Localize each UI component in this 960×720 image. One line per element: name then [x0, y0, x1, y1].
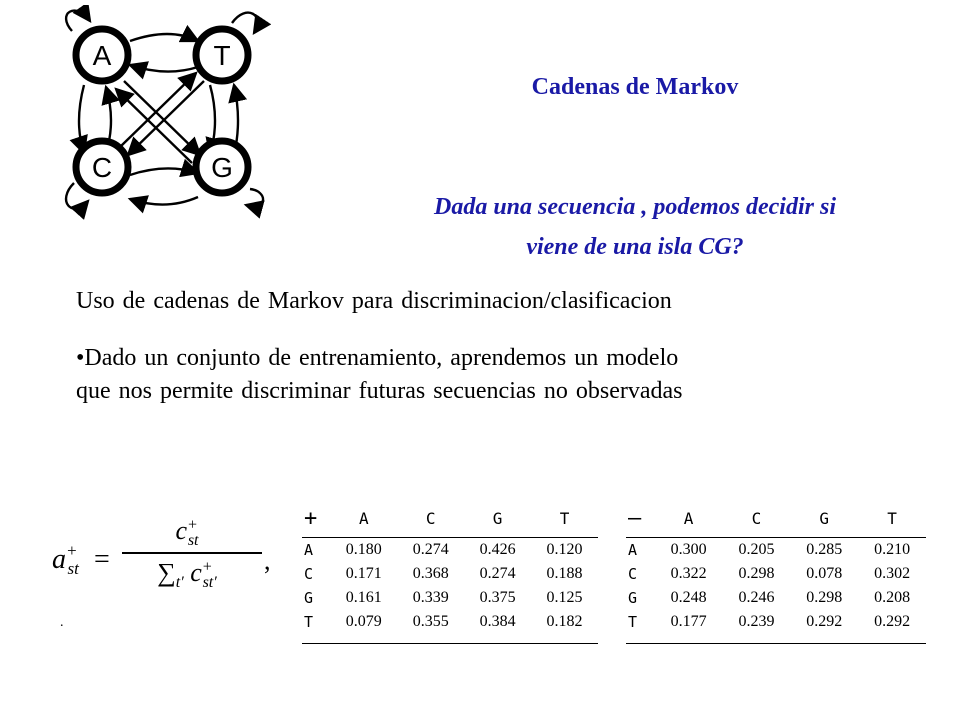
col-header: T: [887, 509, 897, 528]
row-label: A: [304, 541, 314, 559]
formula-numerator: $c^+_{st}$: [175, 516, 199, 550]
col-header: C: [751, 509, 762, 528]
node-a-label: A: [92, 40, 112, 71]
col-header: T: [559, 509, 570, 528]
table-cell: 0.120: [546, 541, 583, 558]
table-cell: 0.292: [806, 613, 843, 630]
edge-t-a: [130, 65, 198, 72]
formula-equals: =: [94, 544, 110, 575]
table-row: [626, 538, 926, 563]
edge-t-c: [128, 81, 204, 155]
col-header: G: [819, 509, 830, 528]
slide-title: Cadenas de Markov: [531, 74, 739, 100]
self-loop-a: [66, 11, 90, 31]
markov-state-diagram: [50, 5, 280, 230]
node-c-label: C: [91, 152, 113, 183]
node-g-label: G: [211, 152, 233, 183]
table-cell: 0.298: [738, 565, 775, 582]
bullet-text: [76, 342, 682, 408]
footnote-mark: .: [60, 615, 64, 630]
table-cell: 0.426: [479, 541, 516, 558]
table-cell: 0.208: [874, 589, 911, 606]
table-plus-bottom-rule: [302, 643, 598, 644]
body-line: Uso de cadenas de Markov para discriminacion/clasificacion: [76, 288, 672, 314]
table-cell: 0.182: [546, 613, 583, 630]
col-header: C: [425, 509, 436, 528]
bullet-line-2: que nos permite discriminar futuras secuencias no observadas: [76, 378, 683, 404]
table-cell: 0.180: [345, 541, 382, 558]
table-cell: 0.246: [738, 589, 775, 606]
row-label: C: [628, 565, 638, 583]
node-t-label: T: [213, 40, 231, 71]
edge-c-t: [120, 73, 196, 147]
edge-c-g: [130, 168, 198, 175]
table-cell: 0.079: [345, 613, 382, 630]
edge-a-c: [79, 85, 84, 153]
row-label: T: [304, 613, 314, 631]
self-loop-g: [246, 189, 263, 206]
row-label: A: [628, 541, 638, 559]
col-header: A: [358, 509, 369, 528]
edge-g-a: [116, 89, 192, 163]
table-cell: 0.248: [670, 589, 707, 606]
table-cell: 0.322: [670, 565, 707, 582]
table-cell: 0.171: [345, 565, 382, 582]
col-header: G: [492, 509, 503, 528]
table-row: [626, 562, 926, 586]
table-cell: 0.161: [345, 589, 382, 606]
col-header: A: [683, 509, 694, 528]
transition-table-plus: [302, 502, 598, 634]
table-cell: 0.355: [412, 613, 449, 630]
edge-g-c: [130, 197, 198, 205]
table-cell: 0.274: [479, 565, 516, 582]
fraction-bar: [122, 552, 262, 554]
table-cell: 0.285: [806, 541, 843, 558]
formula-denominator: $\sum_{t'}$ $c^+_{st'}$: [157, 558, 217, 592]
formula-fraction: [122, 516, 262, 592]
table-row: [626, 610, 926, 634]
edge-a-g: [124, 81, 200, 155]
table-cell: 0.375: [479, 589, 516, 606]
table-cell: 0.177: [670, 613, 707, 630]
row-label: G: [304, 589, 314, 607]
transition-table-minus: [626, 502, 926, 634]
table-row: [302, 586, 598, 610]
table-cell: 0.302: [874, 565, 911, 582]
table-row: [302, 610, 598, 634]
table-row: [626, 586, 926, 610]
table-row: [302, 562, 598, 586]
table-cell: 0.384: [479, 613, 516, 630]
transition-probability-formula: [52, 516, 271, 616]
table-header-row: [302, 502, 598, 538]
table-cell: 0.368: [412, 565, 449, 582]
formula-comma: ,: [264, 546, 271, 575]
table-plus-sign: +: [304, 506, 318, 531]
table-cell: 0.239: [738, 613, 775, 630]
table-cell: 0.300: [670, 541, 707, 558]
table-minus-bottom-rule: [626, 643, 926, 644]
table-cell: 0.205: [738, 541, 775, 558]
question-line-1: Dada una secuencia , podemos decidir si: [434, 194, 836, 220]
row-label: T: [628, 613, 638, 631]
table-row: [302, 538, 598, 563]
table-cell: 0.125: [546, 589, 583, 606]
bullet-line-1: •Dado un conjunto de entrenamiento, aprendemos un modelo: [76, 345, 679, 371]
table-header-row: [626, 502, 926, 538]
table-cell: 0.188: [546, 565, 583, 582]
table-cell: 0.339: [412, 589, 449, 606]
question-text: [352, 187, 918, 267]
formula-lhs: $a^+_{st}$: [52, 541, 79, 578]
table-cell: 0.298: [806, 589, 843, 606]
question-line-2: viene de una isla CG?: [526, 234, 744, 260]
table-cell: 0.292: [874, 613, 911, 630]
edge-a-t: [130, 34, 198, 41]
row-label: C: [304, 565, 314, 583]
table-cell: 0.274: [412, 541, 449, 558]
row-label: G: [628, 589, 638, 607]
table-cell: 0.078: [806, 565, 843, 582]
table-cell: 0.210: [874, 541, 911, 558]
table-minus-sign: —: [628, 506, 642, 531]
